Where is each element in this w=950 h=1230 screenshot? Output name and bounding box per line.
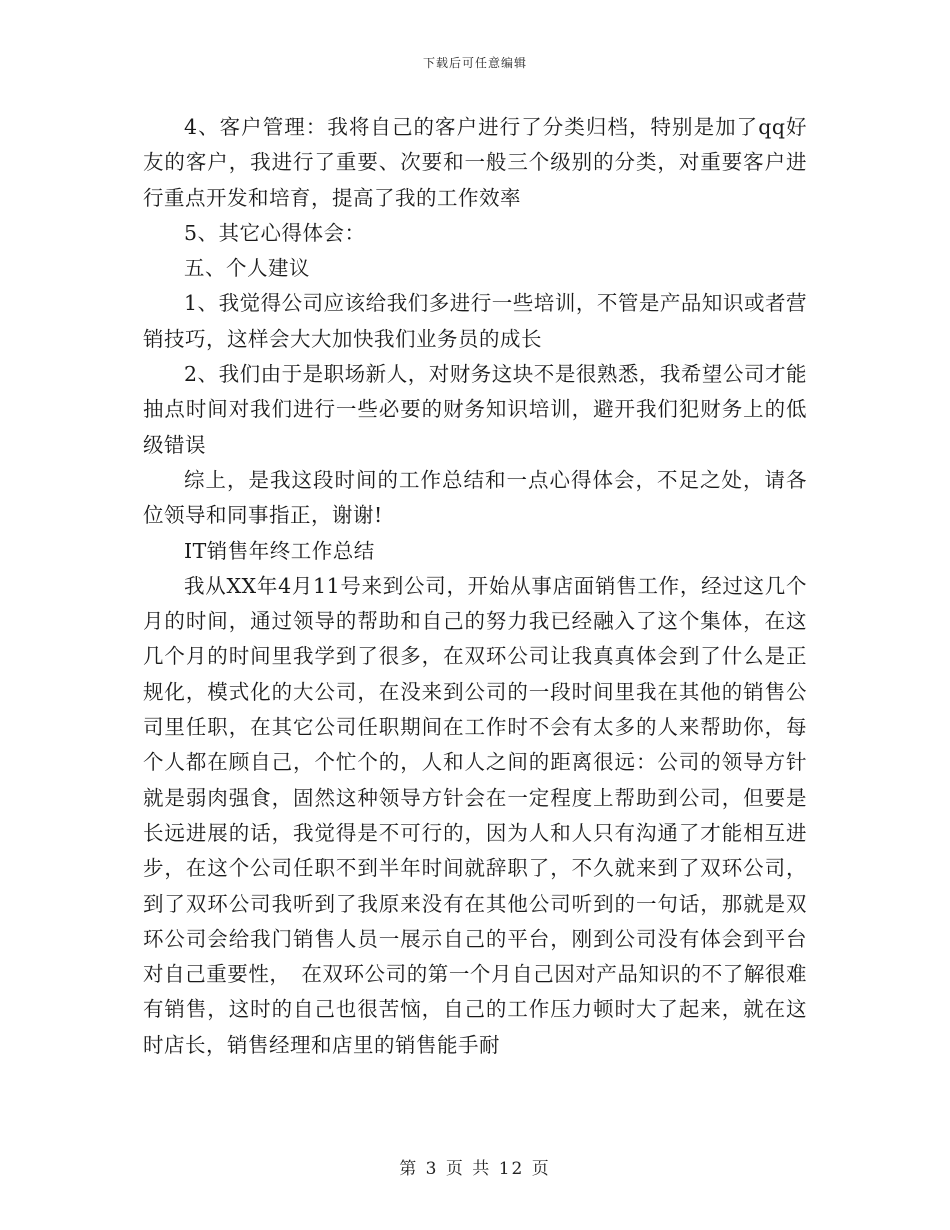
paragraph-conclusion: 综上，是我这段时间的工作总结和一点心得体会，不足之处，请各位领导和同事指正，谢谢! bbox=[143, 467, 807, 528]
paragraph-suggestion-finance: 2、我们由于是职场新人，对财务这块不是很熟悉，我希望公司才能抽点时间对我们进行一些必要的财务知识培训，避开我们犯财务上的低级错误 bbox=[143, 362, 807, 457]
paragraph-it-sales-body: 我从XX年4月11号来到公司，开始从事店面销售工作，经过这几个月的时间，通过领导的帮助和自己的努力我已经融入了这个集体，在这几个月的时间里我学到了很多，在双环公司让我真真体会到了什么是正规化，模式化的大公司，在没来到公司的一段时间里我在其他的销售公司里任职，在其它公司任职期间在工作时不会有太多的人来帮助你，每个人都在顾自己，个忙个的，人和人之间的距离很远：公司的领导方针就是弱肉强食，固然这种领导方针会在一定程度上帮助到公司，但要是长远进展的话，我觉得是不可行的，因为人和人只有沟通了才能相互进步，在这个公司任职不到半年时间就辞职了，不久就来到了双环公司，到了双环公司我听到了我原来没有在其他公司听到的一句话，那就是双环公司会给我门销售人员一展示自己的平台，刚到公司没有体会到平台对自己重要性， 在双环公司的第一个月自己因对产品知识的不了解很难有销售，这时的自己也很苦恼，自己的工作压力顿时大了起来，就在这时店长，销售经理和店里的销售能手耐 bbox=[143, 573, 807, 1057]
paragraph-suggestion-training: 1、我觉得公司应该给我们多进行一些培训，不管是产品知识或者营销技巧，这样会大大加快我们业务员的成长 bbox=[143, 291, 807, 351]
page-number-footer: 第 3 页 共 12 页 bbox=[399, 1159, 551, 1179]
section-title-it-sales-summary: IT销售年终工作总结 bbox=[184, 538, 375, 563]
section-heading-personal-suggestions: 五、个人建议 bbox=[184, 256, 310, 281]
document-body bbox=[143, 110, 807, 1063]
page-header: 下载后可任意编辑 bbox=[422, 56, 527, 70]
paragraph-customer-management: 4、客户管理：我将自己的客户进行了分类归档，特别是加了qq好友的客户，我进行了重要、次要和一般三个级别的分类，对重要客户进行重点开发和培育，提高了我的工作效率 bbox=[143, 115, 807, 210]
paragraph-other-experience: 5、其它心得体会： bbox=[184, 220, 366, 245]
